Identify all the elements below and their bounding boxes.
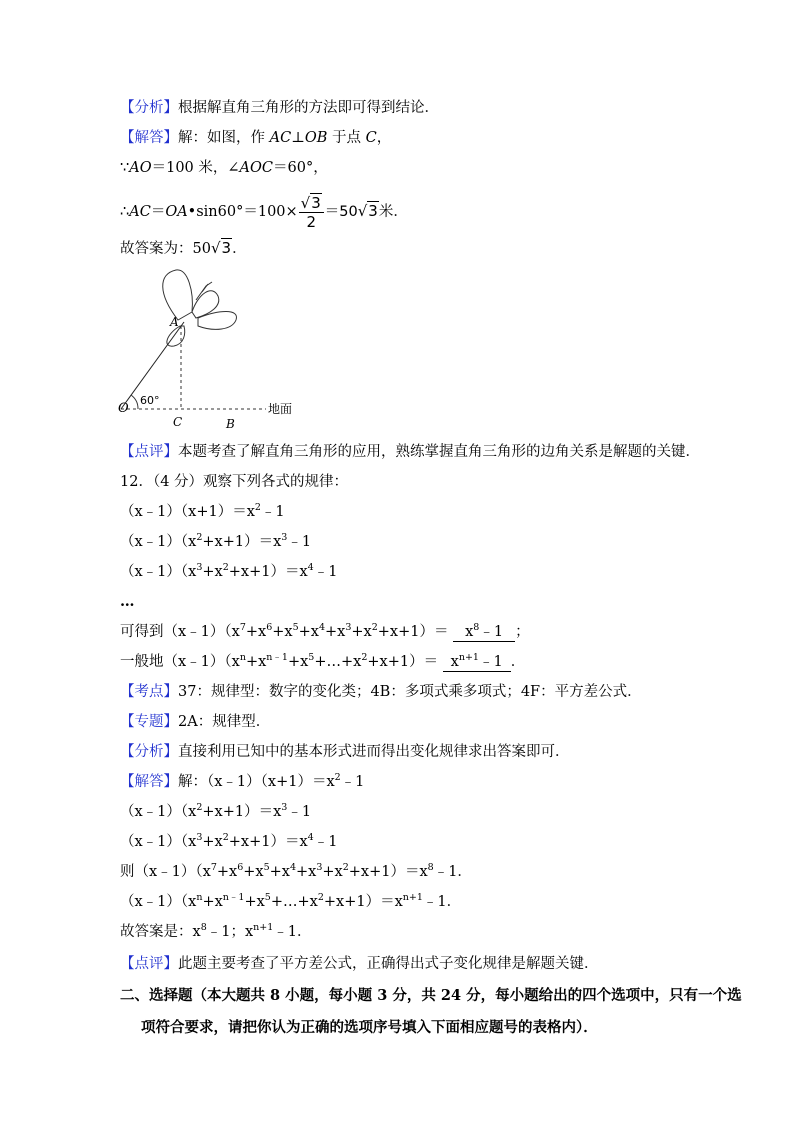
expr-end: ﹣1: [287, 804, 312, 820]
factor: （x﹣1）: [120, 564, 181, 580]
exp: 3: [196, 562, 203, 573]
exp: 6: [266, 622, 273, 633]
then-exp: 8: [427, 862, 434, 873]
exp: 2: [196, 802, 203, 813]
exp: 2: [371, 622, 378, 633]
q12-ellipsis: …: [120, 593, 135, 610]
blank-x: x: [465, 624, 474, 640]
fraction-root3-over-2: $\frac{√3}{2}$: [299, 194, 324, 231]
expr: +x: [202, 894, 223, 910]
butterfly-lower-wing-left: [167, 326, 185, 346]
expr: +x+1）＝x: [202, 804, 282, 820]
butterfly-upper-wing-right: [192, 291, 219, 318]
angle-aoc: AOC: [239, 160, 273, 176]
q12-then-line: 则$(x﹣1)(x^7+x^6+x^5+x^4+x^3+x^2+x+1)=x^8﹣1$．: [120, 862, 472, 880]
comment-text: 本题考查了解直角三角形的应用，熟练掌握直角三角形的边角关系是解题的关键．: [178, 444, 700, 460]
factor: （x﹣1）: [120, 804, 181, 820]
q12-fenxi-line: [120, 742, 740, 762]
factor: （x﹣1）: [120, 534, 181, 550]
radicand: 3: [311, 193, 321, 212]
q12-line-1: [120, 502, 740, 522]
exp: 5: [308, 652, 315, 663]
expr: +x: [244, 894, 265, 910]
angle-arc: [131, 395, 138, 409]
exp: 6: [237, 862, 244, 873]
q11-comment-line: [120, 442, 740, 462]
expr: +…+x: [270, 894, 318, 910]
answer-blank-2: [443, 653, 511, 672]
label-c: C: [173, 415, 183, 429]
segment-ob: OB: [304, 130, 328, 146]
blank-rest: ﹣1: [479, 624, 504, 640]
answer-text: 故答案为：50: [120, 241, 211, 257]
because-symbol: ∵: [120, 160, 130, 176]
solution-text: 解：如图，作: [178, 130, 265, 146]
q12-line-3: [120, 562, 740, 582]
exp: 7: [239, 622, 246, 633]
exp: 4: [307, 562, 314, 573]
exp: 3: [345, 622, 352, 633]
kaodian-tag: 【考点】: [120, 684, 178, 700]
expr: （x+1）＝x: [180, 504, 255, 520]
final-exp-n1: n+1: [253, 922, 274, 933]
exp: 2: [317, 892, 324, 903]
zhuanti-text: 2A：规律型．: [178, 714, 271, 730]
expr: +x+1）＝: [367, 654, 439, 670]
q11-answer-line: [120, 238, 740, 259]
exp: 2: [222, 832, 229, 843]
q11-analysis-line: [120, 98, 740, 118]
perp-symbol: ⊥: [291, 130, 305, 146]
exp: 5: [263, 862, 270, 873]
expr: +x+1）＝x: [228, 564, 308, 580]
expr: +x: [245, 654, 267, 670]
expr: （x: [180, 564, 197, 580]
analysis-tag: 【分析】: [120, 100, 178, 116]
q11-given-line: [120, 158, 740, 178]
then-tail: ﹣1．: [433, 864, 472, 880]
radicand-2: 3: [368, 202, 378, 220]
q12-jieda-line-3: [120, 832, 740, 852]
segment-ac: AC: [269, 130, 292, 146]
ground-label: 地面: [268, 402, 293, 416]
q12-line-2: [120, 532, 740, 552]
expr: +x: [325, 624, 346, 640]
exp: 3: [316, 862, 323, 873]
expr: +x: [202, 834, 223, 850]
expr: +x: [216, 864, 238, 880]
answer-radicand: 3: [221, 239, 232, 257]
sqrt-3: √3: [357, 202, 378, 220]
therefore-symbol: ∴: [120, 204, 130, 220]
q12-zhuanti-line: [120, 712, 740, 732]
q12-final-answer: [120, 922, 740, 942]
exp: 5: [264, 892, 271, 903]
final-a: 故答案是：x: [120, 924, 201, 940]
section-2-heading-cont: 项符合要求，请把你认为正确的选项序号填入下面相应题号的表格内）．: [141, 1019, 598, 1036]
label-b: B: [226, 417, 235, 431]
expr-end: ﹣1: [313, 834, 338, 850]
exp: n: [239, 652, 246, 663]
exp: 5: [292, 622, 299, 633]
exp: 3: [281, 802, 288, 813]
period: ．: [232, 241, 247, 257]
denominator: 2: [306, 212, 316, 231]
q12-dianping-line: [120, 954, 740, 974]
blank-rest: ﹣1: [478, 654, 503, 670]
comma: ，: [376, 130, 392, 146]
exp: n﹣1: [266, 652, 288, 663]
exp: 7: [210, 862, 217, 873]
exp: 4: [318, 622, 326, 633]
expr: （x+1）＝x: [260, 774, 335, 790]
exp: 3: [281, 532, 288, 543]
dianping-text: 此题主要考查了平方差公式，正确得出式子变化规律是解题关键．: [178, 956, 599, 972]
expr: +x: [272, 624, 293, 640]
q11-solution-line: [120, 128, 740, 148]
q12-header: 12．（4 分）观察下列各式的规律：: [120, 474, 349, 490]
expr: +x: [202, 564, 223, 580]
expr: +x: [269, 864, 290, 880]
expr-end: ﹣1: [287, 534, 312, 550]
factor: （x﹣1）: [120, 504, 181, 520]
expr: +x: [322, 864, 343, 880]
zhuanti-tag: 【专题】: [120, 714, 178, 730]
label-o: O: [118, 401, 129, 416]
expr-end: ﹣1: [340, 774, 365, 790]
q12-kaodian-line: [120, 682, 740, 702]
final-b: ﹣1；x: [206, 924, 254, 940]
jieda-tag: 【解答】: [120, 774, 178, 790]
q12-jieda-line-2: [120, 802, 740, 822]
sin-expression: •sin60°＝100×: [187, 204, 298, 220]
segment-ao: AO: [129, 160, 152, 176]
exp: 3: [196, 832, 203, 843]
expr: +x: [287, 654, 309, 670]
fenxi-text: 直接利用已知中的基本形式进而得出变化规律求出答案即可．: [178, 744, 570, 760]
point-c: C: [365, 130, 377, 146]
exp: 2: [361, 652, 368, 663]
expr: +…+x: [314, 654, 362, 670]
segment-ac-2: AC: [129, 204, 151, 220]
equals: ＝: [150, 204, 166, 220]
blank-exp: 8: [473, 622, 480, 633]
q12-general-line: [120, 652, 740, 672]
expr: +x: [298, 624, 319, 640]
exp: n﹣1: [222, 892, 245, 903]
expr: 可得到（x﹣1）（x: [120, 624, 240, 640]
exp: 2: [334, 772, 341, 783]
result-50: ＝50: [324, 204, 358, 220]
expr: （x: [180, 534, 197, 550]
angle-label: 60°: [140, 394, 160, 407]
kaodian-text: 37：规律型：数字的变化类；4B：多项式乘多项式；4F：平方差公式．: [178, 684, 642, 700]
segment-oa: OA: [165, 204, 188, 220]
section-2-heading: 二、选择题（本大题共 8 小题，每小题 3 分，共 24 分，每小题给出的四个选项中，只有一个选: [120, 987, 742, 1004]
label-a: A: [170, 315, 179, 329]
expr: +x: [245, 624, 267, 640]
q12-derive-line: [120, 622, 740, 642]
then-rest: ＝x: [404, 864, 428, 880]
expr: +x: [243, 864, 264, 880]
expr-end: ﹣1: [313, 564, 338, 580]
exp: 4: [289, 862, 297, 873]
exp: n: [196, 892, 203, 903]
factor: （x﹣1）: [120, 894, 181, 910]
factor: （x﹣1）: [207, 774, 261, 790]
exp: 2: [222, 562, 229, 573]
gen2-tail: ﹣1．: [422, 894, 462, 910]
expr: +x+1）＝x: [228, 834, 308, 850]
answer-blank-1: [453, 623, 515, 642]
exp: 2: [254, 502, 261, 513]
expr: +x+1）＝x: [202, 534, 282, 550]
expr-end: ﹣1: [260, 504, 285, 520]
gen2-exp: n+1: [402, 892, 423, 903]
expr: +x: [351, 624, 372, 640]
q12-gen2-line: $(x﹣1)(x^n+x^{n﹣1}+x^5+\dots+x^2+x+1)=x^{n+1}﹣1$．: [120, 892, 462, 910]
answer-sqrt: √3: [210, 239, 232, 257]
gen2-rest: ＝x: [380, 894, 403, 910]
expr: 一般地（x﹣1）（x: [120, 654, 240, 670]
fenxi-tag: 【分析】: [120, 744, 178, 760]
final-exp-8: 8: [200, 922, 207, 933]
butterfly-upper-wing-left: [163, 270, 193, 320]
expr: （x: [180, 834, 197, 850]
factor: （x﹣1）: [134, 864, 196, 880]
solution-tag: 【解答】: [120, 130, 178, 146]
q11-compute-line: [120, 192, 740, 231]
butterfly-lower-wing-right: [198, 312, 236, 330]
expr: +x: [296, 864, 317, 880]
blank-x: x: [450, 654, 459, 670]
butterfly-kite-diagram: [118, 264, 308, 434]
ao-value: ＝100 米，∠: [151, 160, 240, 176]
semicolon: ；: [515, 624, 530, 640]
jieda-prefix: 解：: [178, 774, 207, 790]
exp: 2: [196, 532, 203, 543]
exp: 4: [307, 832, 314, 843]
blank-exp: n+1: [458, 652, 479, 663]
analysis-text: 根据解直角三角形的方法即可得到结论．: [178, 100, 439, 116]
period: ．: [510, 654, 526, 670]
exp: 2: [342, 862, 349, 873]
dianping-tag: 【点评】: [120, 956, 178, 972]
factor: （x﹣1）: [120, 834, 181, 850]
solution-text-2: 于点: [331, 130, 361, 146]
expr: +x+1）＝: [377, 624, 449, 640]
final-c: ﹣1．: [273, 924, 312, 940]
q12-jieda-line-1: [120, 772, 740, 792]
aoc-value: ＝60°，: [273, 160, 328, 176]
then-prefix: 则: [120, 864, 135, 880]
unit-meters: 米．: [378, 204, 408, 220]
expr: （x: [180, 804, 197, 820]
comment-tag: 【点评】: [120, 444, 178, 460]
